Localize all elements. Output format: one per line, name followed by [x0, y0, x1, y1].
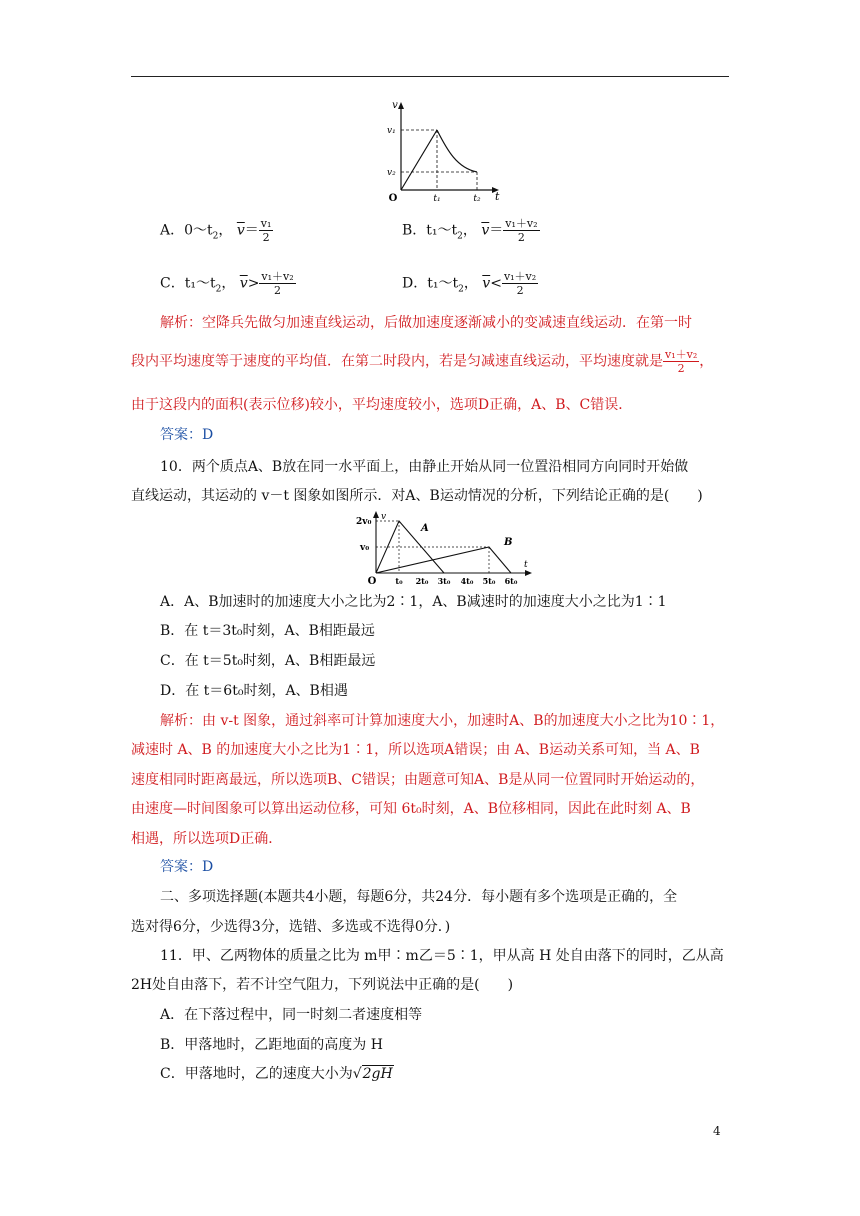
q10-analysis-line5: 相遇，所以选项D正确． [131, 831, 283, 847]
q9-analysis-line2-text: 段内平均速度等于速度的平均值．在第二时段内，若是匀减速直线运动，平均速度就是 [131, 353, 663, 370]
q9-d-eq: < [490, 275, 502, 292]
q9-c-fraction [259, 270, 295, 297]
q10-stem-line1: 10．两个质点A、B放在同一水平面上，由静止开始从同一位置沿相同方向同时开始做 [160, 459, 689, 475]
q9-b-den: 2 [517, 231, 525, 244]
q9-answer: 答案：D [160, 427, 214, 443]
q9-c-sub: 2 [215, 284, 222, 295]
graph2-label-a: A [421, 523, 429, 534]
q9-a-sep: ， [218, 222, 233, 239]
q9-a-num: v₁ [260, 217, 272, 230]
q9-d-num: v₁＋v₂ [503, 270, 537, 283]
q9-analysis-num: v₁＋v₂ [665, 348, 698, 361]
graph2-axis-t: t [524, 560, 528, 570]
graph1-axis-v: v [392, 100, 398, 111]
q9-analysis-line2 [131, 348, 713, 375]
q11-stem-line2: 2H处自由落下，若不计空气阻力，下列说法中正确的是( ) [131, 977, 514, 993]
graph2-y-v0: v₀ [360, 543, 370, 553]
q9-c-eq: > [247, 275, 260, 292]
velocity-time-graph-1 [385, 98, 505, 202]
q9-c-vbar: $\overline{v}$ [239, 275, 248, 292]
q9-d-sub: 2 [458, 284, 464, 295]
graph2-tick-3: 3t₀ [437, 576, 451, 586]
q9-b-vbar: $\overline{v}$ [481, 222, 490, 239]
q9-a-vbar: $\overline{v}$ [236, 222, 245, 239]
q10-option-d: D．在 t＝6t₀时刻，A、B相遇 [160, 683, 348, 699]
q9-b-fraction [503, 217, 539, 244]
graph1-origin: O [388, 193, 398, 202]
section2-line2: 选对得6分，少选得3分，选错、多选或不选得0分．) [131, 919, 451, 935]
graph2-tick-5: 5t₀ [482, 576, 496, 586]
q9-c-den: 2 [274, 284, 282, 297]
graph1-v1-label: v₁ [387, 126, 396, 136]
q9-a-sub: 2 [212, 231, 219, 242]
q9-a-fraction [259, 217, 274, 244]
graph1-v2-label: v₂ [387, 168, 396, 178]
q11-option-c-radicand: 2gH [362, 1066, 393, 1082]
q11-option-a: A．在下落过程中，同一时刻二者速度相等 [160, 1007, 423, 1023]
graph2-axis-v: v [381, 512, 387, 522]
graph2-tick-6: 6t₀ [504, 576, 518, 586]
q10-answer: 答案：D [160, 859, 214, 875]
q9-d-fraction [502, 270, 538, 297]
graph1-t2-label: t₂ [473, 194, 481, 202]
q11-stem-line1: 11．甲、乙两物体的质量之比为 m甲∶m乙＝5∶1，甲从高 H 处自由落下的同时，乙从高 [160, 948, 724, 964]
q10-analysis-line2: 减速时 A、B 的加速度大小之比为1∶1，所以选项A错误；由 A、B运动关系可知，当 A、B [131, 742, 700, 758]
velocity-time-graph-2 [356, 507, 536, 587]
q11-option-b: B．甲落地时，乙距地面的高度为 H [160, 1037, 383, 1053]
q9-d-vbar: $\overline{v}$ [482, 275, 491, 292]
graph2-tick-1: t₀ [395, 576, 403, 586]
q10-analysis-line4: 由速度—时间图象可以算出运动位移，可知 6t₀时刻，A、B位移相同，因此在此时刻 A、B [131, 801, 691, 817]
q9-c-prefix: C．t₁～t [160, 275, 216, 292]
q9-b-sub: 2 [457, 231, 463, 242]
section2-line1: 二、多项选择题(本题共4小题，每题6分，共24分．每小题有多个选项是正确的，全 [160, 889, 678, 905]
q9-d-prefix: D．t₁～t [402, 275, 459, 292]
q10-option-b: B．在 t＝3t₀时刻，A、B相距最远 [160, 623, 375, 639]
header-rule [131, 76, 729, 77]
q10-option-a: A．A、B加速时的加速度大小之比为2∶1，A、B减速时的加速度大小之比为1∶1 [160, 594, 667, 610]
graph2-origin: O [367, 576, 377, 587]
q9-c-num: v₁＋v₂ [261, 270, 294, 283]
q9-analysis-fraction [663, 348, 699, 375]
graph1-axis-t: t [495, 190, 500, 202]
q9-d-den: 2 [516, 284, 524, 297]
q9-b-eq: ＝ [489, 222, 504, 239]
page-number: 4 [713, 1124, 721, 1138]
q10-analysis-line3: 速度相同时距离最远，所以选项B、C错误；由题意可知A、B是从同一位置同时开始运动的， [131, 772, 705, 788]
q9-a-eq: ＝ [244, 222, 259, 239]
q11-option-c [160, 1064, 394, 1084]
q9-b-prefix: B．t₁～t [402, 222, 458, 239]
graph2-tick-2: 2t₀ [415, 576, 429, 586]
graph2-label-b: B [504, 537, 513, 548]
q9-analysis-line1: 解析：空降兵先做匀加速直线运动，后做加速度逐渐减小的变减速直线运动．在第一时 [160, 315, 692, 331]
q10-analysis-line1: 解析：由 v-t 图象，通过斜率可计算加速度大小，加速时A、B的加速度大小之比为10∶1， [160, 713, 725, 729]
sqrt-sign: √ [352, 1066, 362, 1082]
q9-option-a [160, 217, 273, 246]
graph1-t1-label: t₁ [433, 194, 441, 202]
q9-analysis-line3: 由于这段内的面积(表示位移)较小，平均速度较小，选项D正确，A、B、C错误． [131, 397, 633, 413]
q11-option-c-text: C．甲落地时，乙的速度大小为 [160, 1066, 353, 1082]
q9-c-sep: ， [221, 275, 236, 292]
q9-option-c [160, 270, 296, 299]
q9-d-sep: ， [463, 275, 478, 292]
q10-option-c: C．在 t＝5t₀时刻，A、B相距最远 [160, 653, 376, 669]
q9-a-prefix: A．0～t [160, 222, 213, 239]
graph2-y-2v0: 2v₀ [356, 517, 372, 527]
graph2-tick-4: 4t₀ [460, 576, 474, 586]
q9-b-num: v₁＋v₂ [505, 217, 538, 230]
q9-option-d [402, 270, 538, 299]
q9-analysis-den: 2 [677, 362, 685, 375]
q10-stem-line2: 直线运动，其运动的 v－t 图象如图所示．对A、B运动情况的分析，下列结论正确的是( ) [131, 488, 703, 504]
q9-a-den: 2 [262, 231, 270, 244]
q9-b-sep: ， [462, 222, 477, 239]
q9-analysis-line2-end: ， [699, 353, 714, 370]
q9-option-b [402, 217, 540, 246]
